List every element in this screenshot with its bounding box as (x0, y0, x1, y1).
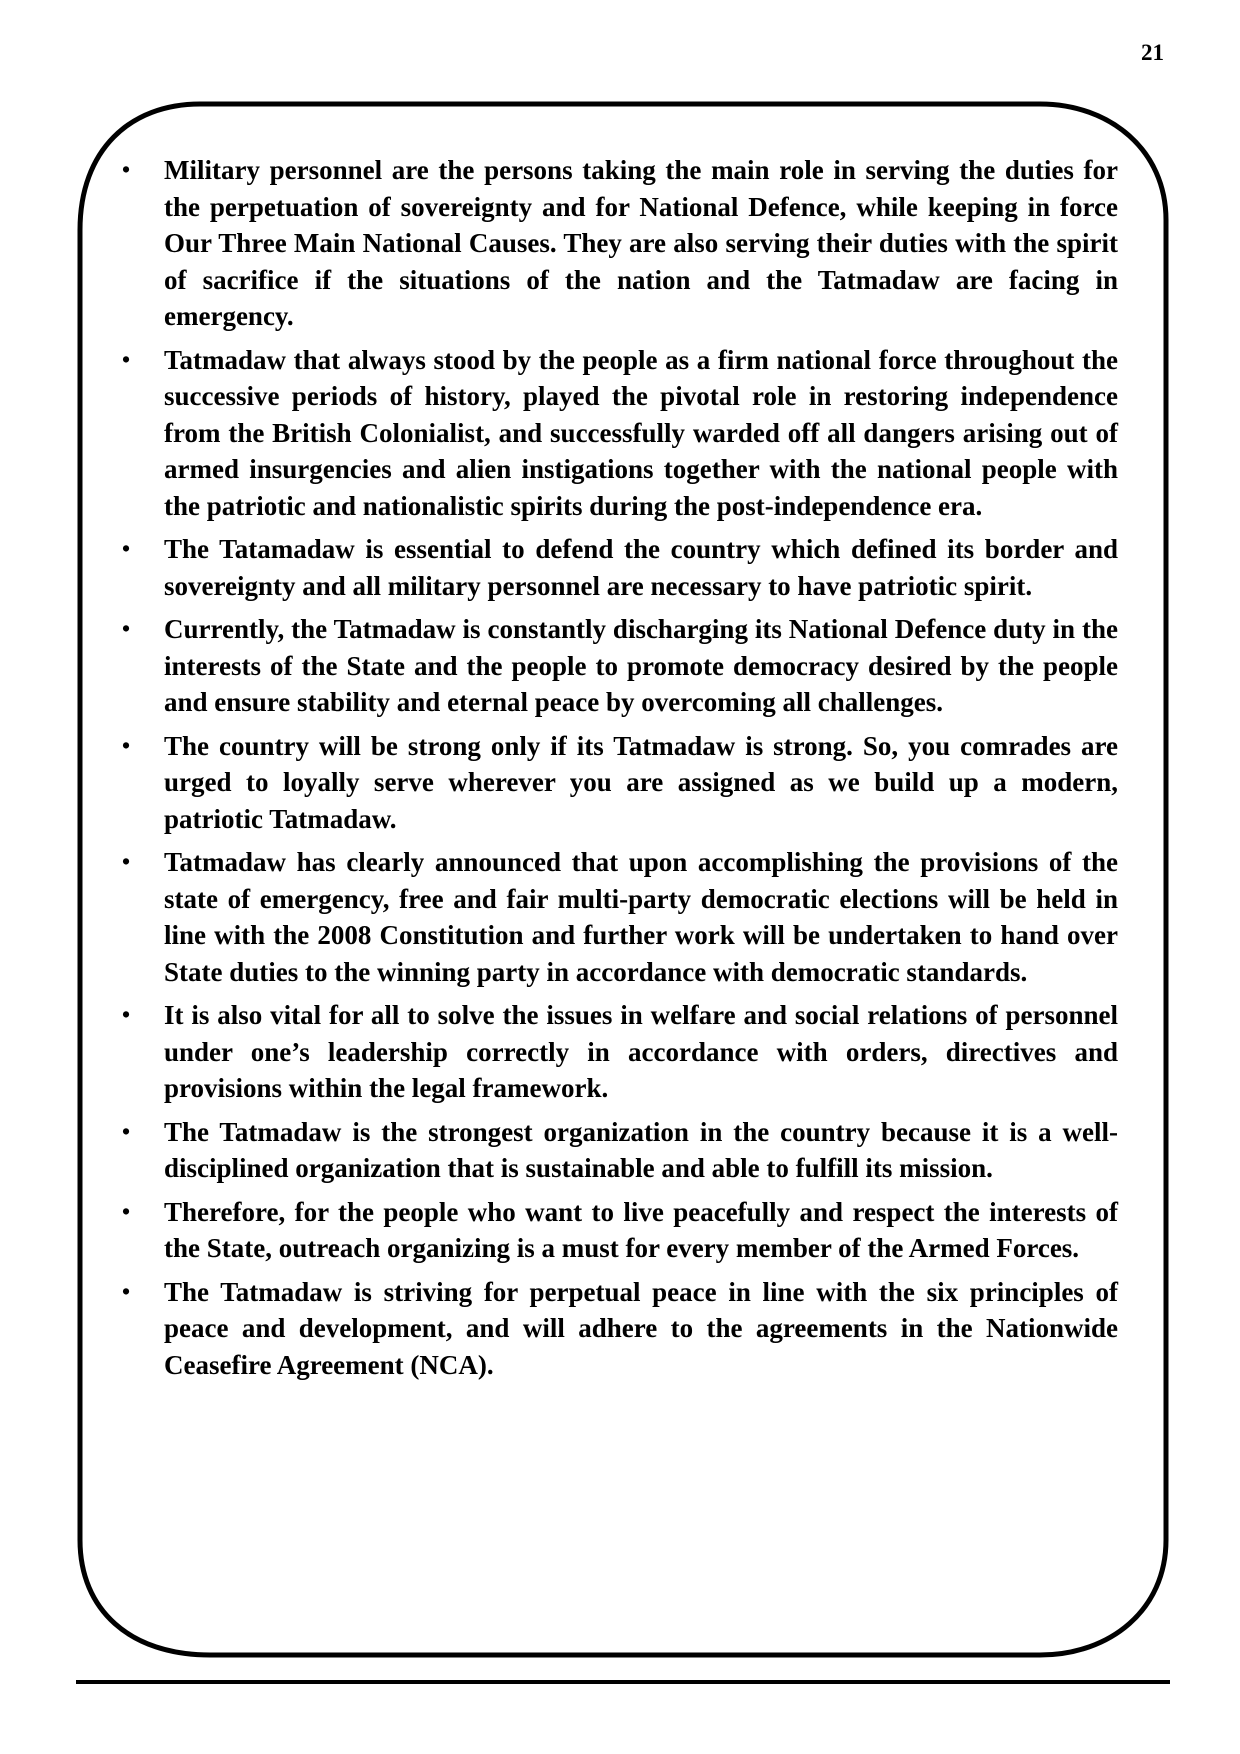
bullet-dot-icon: • (122, 1002, 131, 1027)
bullet-dot-icon: • (122, 849, 131, 874)
list-item (118, 997, 1118, 1107)
bullet-list (118, 152, 1118, 1383)
bullet-content (118, 152, 1118, 1390)
bullet-dot-icon: • (122, 732, 131, 758)
list-item (118, 844, 1118, 990)
bullet-text: Currently, the Tatmadaw is constantly discharging its National Defence duty in the interests of the State and the people to promote democracy desired by the people and ensure stability and eternal peace by overcoming all challenges. (164, 614, 1118, 717)
bullet-dot-icon: • (122, 346, 131, 372)
list-item (118, 1114, 1118, 1187)
list-item (118, 728, 1118, 838)
list-item (118, 1194, 1118, 1267)
bullet-dot-icon: • (122, 1198, 131, 1224)
bullet-text: It is also vital for all to solve the issues in welfare and social relations of personnel under one’s leadership correctly in accordance with orders, directives and provisions within the legal framework. (164, 1000, 1118, 1103)
bullet-text: The Tatmadaw is the strongest organization in the country because it is a well-disciplined organization that is sustainable and able to fulfill its mission. (164, 1116, 1118, 1183)
bullet-text: The country will be strong only if its Tatmadaw is strong. So, you comrades are urged to loyally serve wherever you are assigned as we build up a modern, patriotic Tatmadaw. (164, 730, 1118, 834)
bullet-text: Tatmadaw has clearly announced that upon accomplishing the provisions of the state of emergency, free and fair multi-party democratic elections will be held in line with the 2008 Constitution and further work will be undertaken to hand over State duties to the winning party in accordance with democratic standards. (164, 847, 1118, 987)
bullet-text: Military personnel are the persons taking the main role in serving the duties for the perpetuation of sovereignty and for National Defence, while keeping in force Our Three Main National Causes. They are also serving their duties with the spirit of sacrifice if the situations of the nation and the Tatmadaw are facing in emergency. (164, 155, 1118, 331)
footer-rule (76, 1680, 1170, 1684)
bullet-text: Therefore, for the people who want to live peacefully and respect the interests of the State, outreach organizing is a must for every member of the Armed Forces. (164, 1196, 1118, 1263)
list-item (118, 342, 1118, 525)
bullet-dot-icon: • (122, 1278, 131, 1304)
bullet-dot-icon: • (122, 1118, 131, 1144)
page-number: 21 (1141, 40, 1164, 65)
bullet-dot-icon: • (122, 157, 131, 182)
bullet-dot-icon: • (122, 536, 131, 561)
list-item (118, 531, 1118, 604)
list-item (118, 152, 1118, 335)
list-item (118, 611, 1118, 721)
bullet-text: Tatmadaw that always stood by the people as a firm national force throughout the successive periods of history, played the pivotal role in restoring independence from the British Colonialist, and successfully warded off all dangers arising out of armed insurgencies and alien instigations together with the national people with the patriotic and nationalistic spirits during the post-independence era. (164, 344, 1118, 521)
list-item (118, 1274, 1118, 1384)
bullet-text: The Tatamadaw is essential to defend the country which defined its border and sovereignty and all military personnel are necessary to have patriotic spirit. (164, 534, 1118, 601)
bullet-dot-icon: • (122, 616, 131, 641)
bullet-text: The Tatmadaw is striving for perpetual peace in line with the six principles of peace and development, and will adhere to the agreements in the Nationwide Ceasefire Agreement (NCA). (164, 1276, 1118, 1380)
